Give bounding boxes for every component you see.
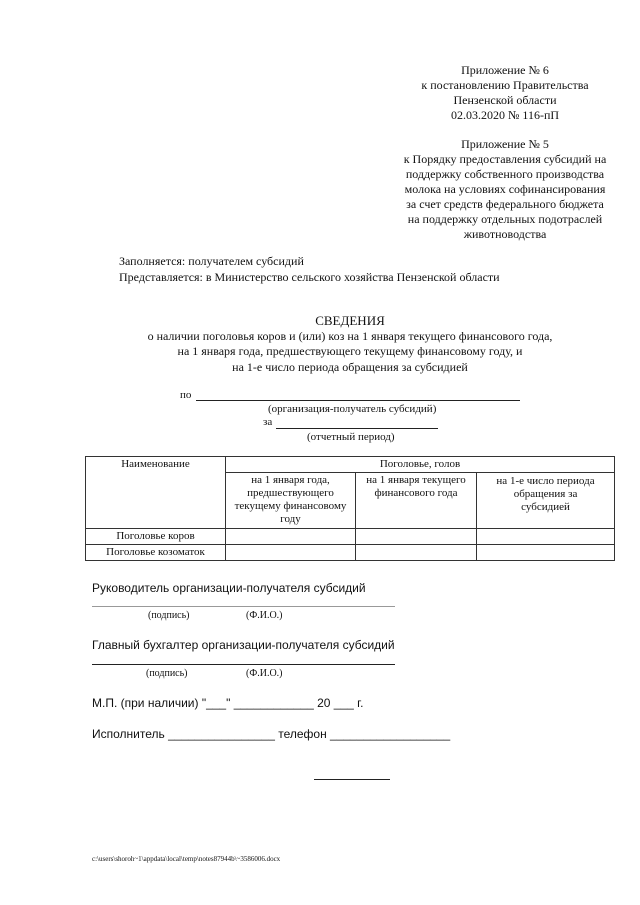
appendix-line: молока на условиях софинансирования: [404, 182, 606, 196]
accountant-sign-label: (подпись): [146, 668, 188, 679]
title-line: на 1-е число периода обращения за субсидией: [232, 359, 468, 374]
title-heading: СВЕДЕНИЯ: [315, 313, 385, 328]
title-line: о наличии поголовья коров и (или) коз на 1 января текущего финансового года,: [147, 328, 553, 343]
group-header: Поголовье, голов: [226, 457, 615, 473]
appendix-line: 02.03.2020 № 116-пП: [450, 108, 560, 122]
stamp-date-line: М.П. (при наличии) "___" ____________ 20 ___ г.: [92, 696, 364, 710]
org-prefix: по: [180, 389, 192, 401]
org-caption: (организация-получатель субсидий): [268, 403, 437, 415]
table-cell[interactable]: [356, 545, 477, 561]
appendix-6-block: [360, 63, 640, 123]
appendix-5-block: [360, 137, 640, 242]
row-label: Поголовье козоматок: [86, 545, 226, 561]
appendix-line: Пензенской области: [453, 93, 557, 107]
col-name-header: Наименование: [86, 457, 226, 529]
table-cell[interactable]: [477, 545, 615, 561]
org-input-line[interactable]: [196, 400, 520, 401]
table-cell[interactable]: [477, 529, 615, 545]
footer-file-path: c:\users\shoroh~1\appdata\local\temp\notes87944b\~3586006.docx: [92, 855, 281, 863]
document-title: [60, 313, 640, 375]
sub-header: на 1-е число периода обращения за субсидией: [477, 473, 615, 529]
submitted-to-text: Представляется: в Министерство сельского хозяйства Пензенской области: [119, 270, 500, 284]
appendix-line: Приложение № 5: [461, 137, 549, 151]
appendix-line: к Порядку предоставления субсидий на: [403, 152, 607, 166]
period-input-line[interactable]: [276, 428, 438, 429]
title-line: на 1 января года, предшествующего текущему финансовому году, и: [177, 344, 523, 358]
period-prefix: за: [263, 416, 273, 428]
executor-line: Исполнитель ________________ телефон __________________: [92, 727, 451, 741]
sub-header: на 1 января текущего финансового года: [356, 473, 477, 529]
appendix-line: поддержку собственного производства: [405, 167, 605, 181]
appendix-line: на поддержку отдельных подотраслей: [407, 212, 603, 226]
accountant-fio-label: (Ф.И.О.): [246, 668, 283, 679]
period-caption: (отчетный период): [307, 431, 395, 443]
table-cell[interactable]: [226, 529, 356, 545]
bottom-separator: [314, 779, 390, 780]
appendix-line: за счет средств федерального бюджета: [406, 197, 604, 211]
head-fio-label: (Ф.И.О.): [246, 610, 283, 621]
filled-by-text: Заполняется: получателем субсидий: [119, 254, 304, 268]
appendix-line: животноводства: [463, 227, 547, 241]
livestock-table: [85, 456, 615, 561]
table-cell[interactable]: [226, 545, 356, 561]
appendix-line: к постановлению Правительства: [421, 78, 589, 92]
head-title: Руководитель организации-получателя субсидий: [92, 581, 366, 595]
accountant-title: Главный бухгалтер организации-получателя субсидий: [92, 638, 395, 652]
head-sign-line[interactable]: [92, 606, 395, 607]
appendix-line: Приложение № 6: [461, 63, 549, 77]
sub-header: на 1 января года, предшествующего текущему финансовому году: [226, 473, 356, 529]
head-sign-label: (подпись): [148, 610, 190, 621]
table-cell[interactable]: [356, 529, 477, 545]
accountant-sign-line[interactable]: [92, 664, 395, 665]
row-label: Поголовье коров: [86, 529, 226, 545]
